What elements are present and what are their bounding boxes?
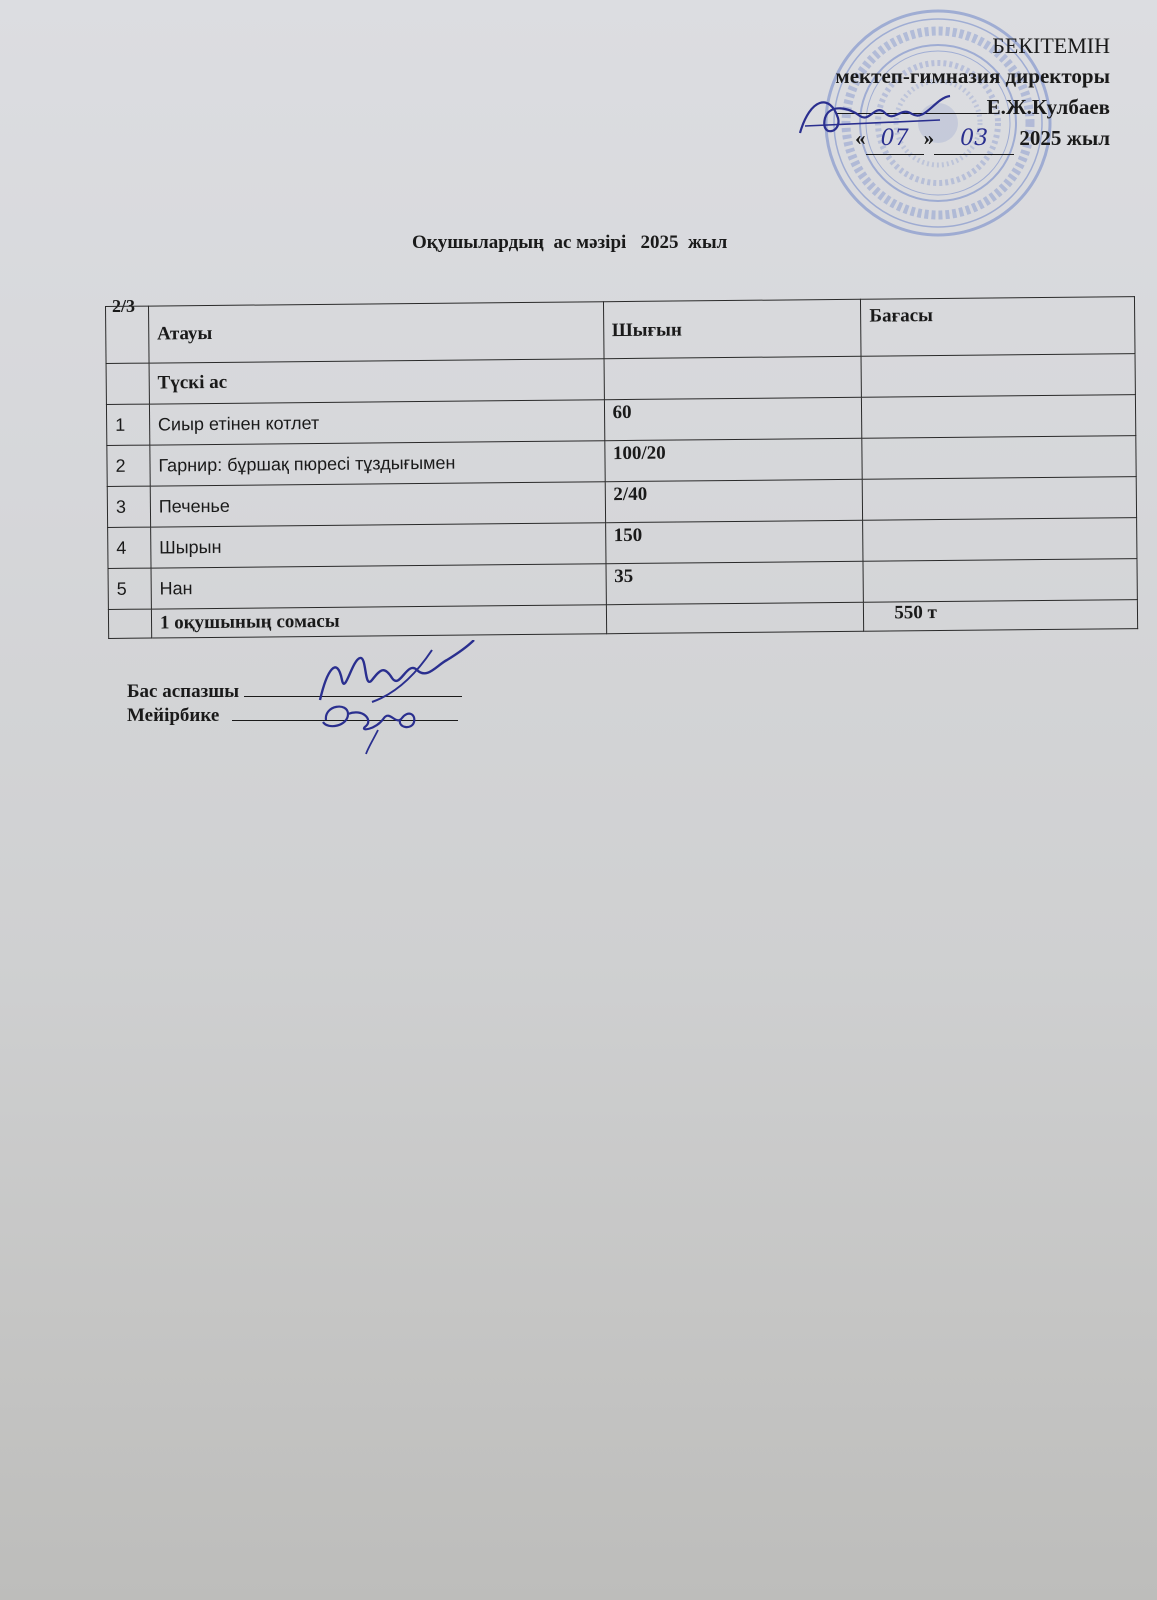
row-number: 1 (106, 404, 149, 445)
date-day-blank: 07 (866, 123, 924, 155)
chef-signoff (127, 680, 462, 704)
signoffs-block (127, 680, 462, 728)
nurse-signoff (127, 704, 462, 728)
row-number: 5 (108, 568, 151, 609)
row-name: Гарнир: бұршақ пюресі тұздығымен (150, 441, 605, 486)
section-price (861, 354, 1135, 398)
total-quantity (606, 602, 864, 633)
section-quantity (604, 356, 862, 399)
row-number: 4 (108, 527, 151, 568)
total-label: 1 оқушының сомасы (151, 605, 606, 638)
row-price (862, 395, 1136, 439)
approval-date (835, 123, 1110, 155)
approval-director-line (835, 92, 1110, 123)
row-quantity: 35 (606, 561, 864, 604)
row-name: Нан (151, 564, 606, 609)
page-number: 2/3 (112, 296, 136, 316)
nurse-signature-blank (232, 704, 458, 721)
chef-signature-blank (244, 680, 462, 697)
table-header-row (106, 297, 1135, 364)
date-year: 2025 жыл (1019, 126, 1110, 150)
row-quantity: 60 (604, 397, 862, 440)
total-number (108, 609, 151, 638)
date-close-quote: » (923, 126, 935, 150)
row-number: 2 (107, 445, 150, 486)
document-title: Оқушылардың ас мәзірі 2025 жыл (412, 232, 728, 253)
section-label: Түскі ас (149, 359, 604, 404)
row-price (862, 436, 1136, 480)
date-month-blank: 03 (934, 123, 1014, 155)
header-price: Бағасы (861, 297, 1135, 357)
chef-label: Бас аспазшы (127, 681, 240, 702)
nurse-label: Мейірбике (127, 705, 220, 726)
row-name: Сиыр етінен котлет (149, 400, 604, 445)
director-name: Е.Ж.Кулбаев (986, 95, 1110, 119)
section-number (106, 363, 149, 404)
approval-block (835, 30, 1110, 155)
date-open-quote: « (855, 126, 866, 150)
row-price (863, 518, 1137, 562)
row-price (863, 477, 1137, 521)
header-number (106, 306, 149, 363)
row-price (863, 559, 1137, 603)
row-quantity: 150 (605, 520, 863, 563)
approval-title: БЕКІТЕМІН (992, 33, 1110, 58)
row-name: Печенье (150, 482, 605, 527)
row-number: 3 (107, 486, 150, 527)
director-signature-blank (837, 113, 987, 114)
approval-position: мектеп-гимназия директоры (835, 64, 1110, 88)
row-quantity: 2/40 (605, 479, 863, 522)
header-name: Атауы (148, 302, 603, 363)
header-quantity: Шығын (603, 299, 861, 358)
row-quantity: 100/20 (604, 438, 862, 481)
total-value: 550 т (864, 600, 1138, 632)
menu-table (105, 296, 1138, 639)
row-name: Шырын (150, 523, 605, 568)
